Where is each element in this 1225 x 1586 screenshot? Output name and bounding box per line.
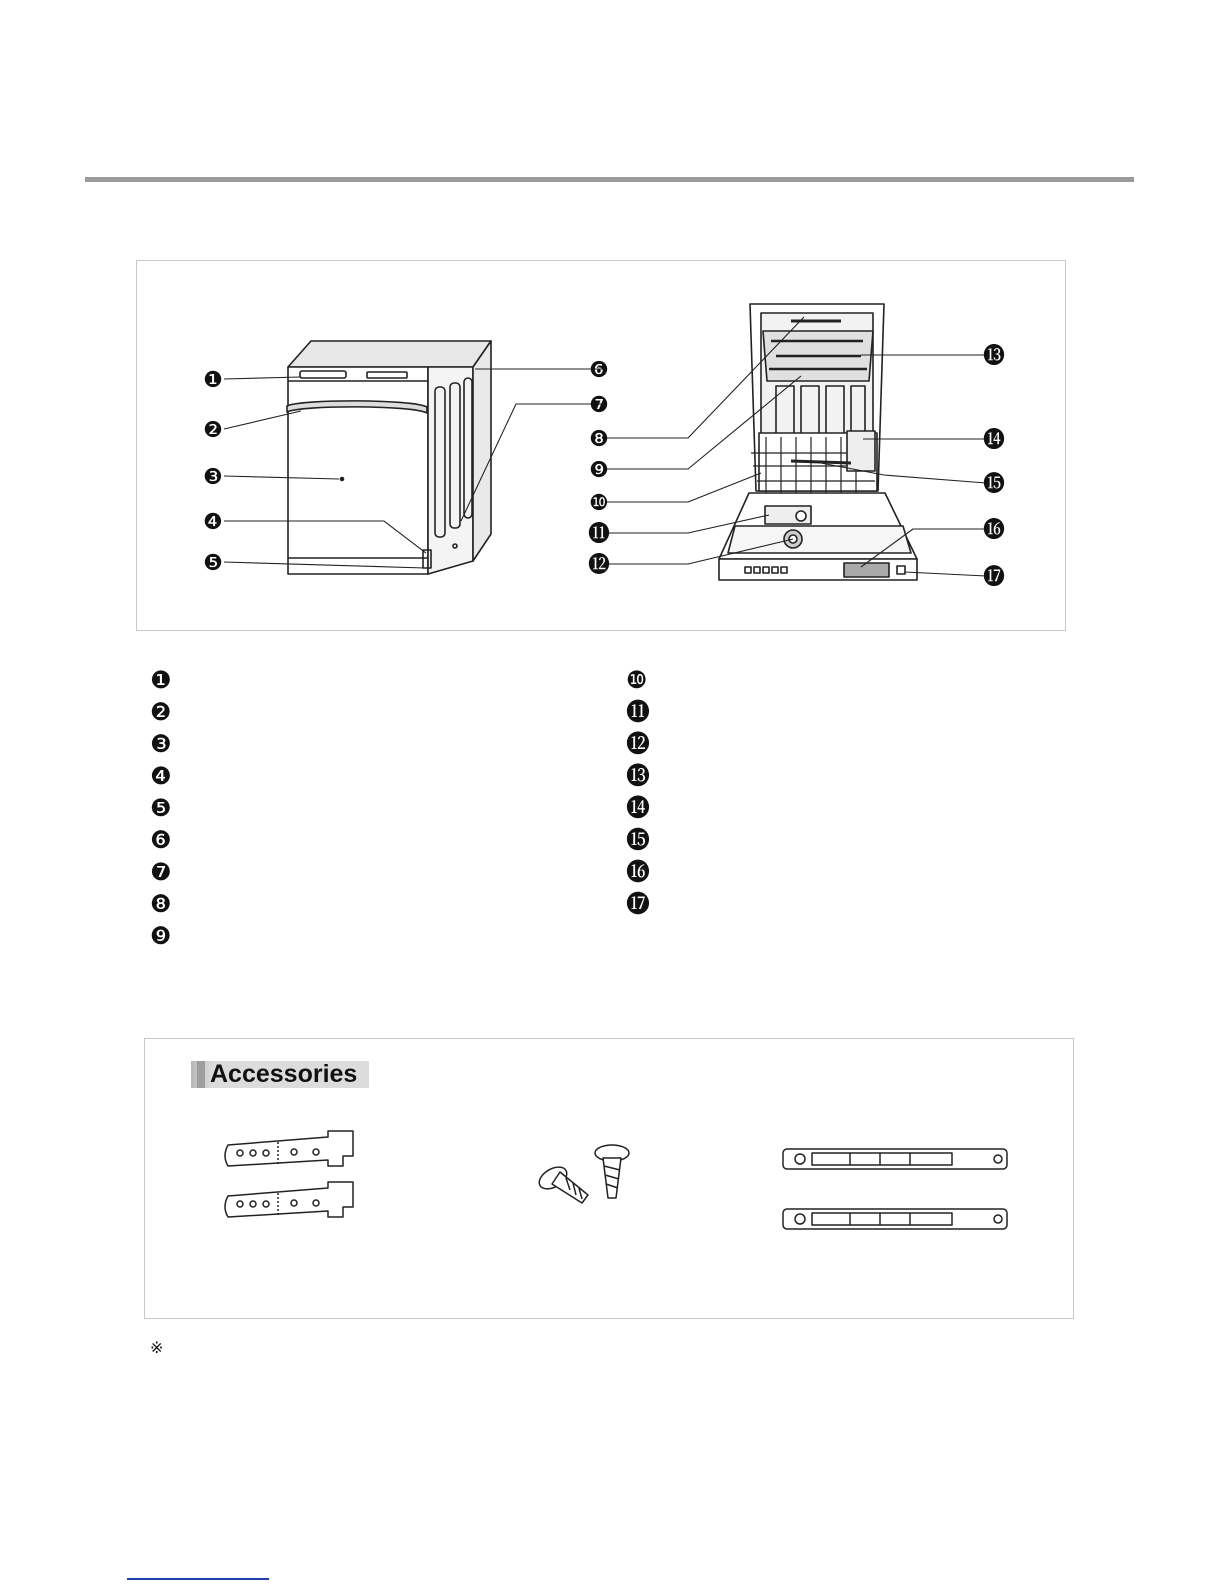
legend-item-11: ⓫ — [626, 698, 650, 726]
mounting-bracket-icon — [225, 1131, 353, 1166]
side-rail-icon — [783, 1209, 1007, 1229]
callout-15: ⓯ — [982, 472, 1006, 497]
callout-7: ❼ — [589, 393, 609, 418]
legend-item-15: ⓯ — [626, 826, 650, 854]
legend-item-2: ❷ — [150, 698, 172, 726]
footer-link-underline[interactable] — [127, 1578, 269, 1580]
note-mark: ※ — [150, 1338, 164, 1357]
callout-14: ⓮ — [982, 428, 1006, 453]
accessories-title: Accessories — [191, 1061, 369, 1088]
legend-item-6: ❻ — [150, 826, 172, 854]
legend-item-16: ⓰ — [626, 858, 650, 886]
callout-1: ❶ — [203, 368, 223, 393]
legend-item-13: ⓭ — [626, 762, 650, 790]
callout-11: ⓫ — [587, 522, 611, 547]
mounting-bracket-icon — [225, 1182, 353, 1217]
legend-item-10: ❿ — [626, 666, 648, 694]
screw-icon — [536, 1163, 588, 1203]
legend-item-9: ❾ — [150, 922, 172, 950]
callout-17: ⓱ — [982, 565, 1006, 590]
legend-item-8: ❽ — [150, 890, 172, 918]
legend-item-17: ⓱ — [626, 890, 650, 918]
legend-item-1: ❶ — [150, 666, 172, 694]
legend-item-5: ❺ — [150, 794, 172, 822]
side-rail-icon — [783, 1149, 1007, 1169]
callout-12: ⓬ — [587, 553, 611, 578]
legend-item-14: ⓮ — [626, 794, 650, 822]
callout-8: ❽ — [589, 427, 609, 452]
callout-3: ❸ — [203, 465, 223, 490]
legend-item-4: ❹ — [150, 762, 172, 790]
callout-6: ❻ — [589, 358, 609, 383]
legend-item-3: ❸ — [150, 730, 172, 758]
callout-10: ❿ — [589, 491, 609, 516]
callout-4: ❹ — [203, 510, 223, 535]
legend-item-7: ❼ — [150, 858, 172, 886]
callout-2: ❷ — [203, 418, 223, 443]
callout-13: ⓭ — [982, 344, 1006, 369]
screw-icon — [595, 1145, 629, 1198]
callout-9: ❾ — [589, 458, 609, 483]
callout-5: ❺ — [203, 551, 223, 576]
legend-item-12: ⓬ — [626, 730, 650, 758]
callout-16: ⓰ — [982, 518, 1006, 543]
